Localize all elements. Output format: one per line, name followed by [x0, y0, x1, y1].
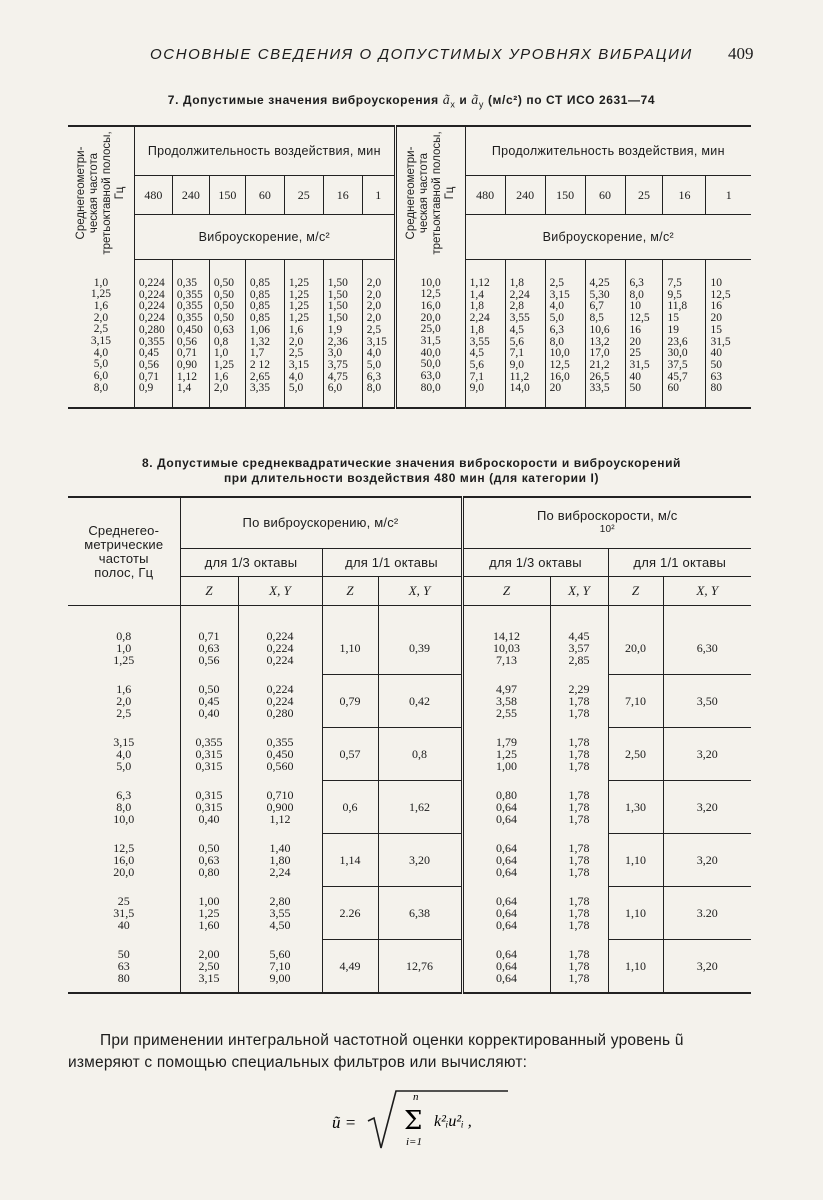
table8-cell: 6,38 — [378, 887, 462, 940]
table8-cell: 3,20 — [378, 834, 462, 887]
formula-sum-upper: n — [413, 1091, 419, 1103]
table8-cell: 4,49 — [322, 940, 378, 994]
table8-cell: 1,62 — [378, 781, 462, 834]
table8-axis-xy: X, Y — [663, 577, 751, 606]
table8-caption — [0, 456, 823, 486]
table8-cell: 12,76 — [378, 940, 462, 994]
table8-cell: 1,79 1,25 1,00 — [462, 728, 550, 781]
table8-cell: 3,50 — [663, 675, 751, 728]
table8-cell: 0,315 0,315 0,40 — [180, 781, 238, 834]
table8-accel-group-header: По виброускорению, м/с² — [180, 497, 462, 549]
table8-cell: 20,0 — [608, 606, 663, 675]
table8-cell: 14,12 10,03 7,13 — [462, 606, 550, 675]
formula-term: k²ᵢu²ᵢ , — [434, 1113, 472, 1130]
table7-minutes-cell: 480 — [134, 176, 172, 215]
table8-freq-cell: 0,8 1,0 1,25 — [68, 606, 180, 675]
table7-duration-header-left: Продолжительность воздействия, мин — [134, 126, 395, 176]
table7-cell: 7,5 9,5 11,8 15 19 23,6 30,0 37,5 45,7 60 — [663, 260, 706, 409]
table7-freq-header-left: Среднегеометри-ческая частота третьоктавной полосы, Гц — [68, 126, 134, 260]
table7-minutes-cell: 1 — [706, 176, 751, 215]
table8-cell: 1,10 — [322, 606, 378, 675]
table8-freq-cell: 3,15 4,0 5,0 — [68, 728, 180, 781]
table7-minutes-cell: 16 — [663, 176, 706, 215]
table8-cell: 5,60 7,10 9,00 — [238, 940, 322, 994]
table7-minutes-cell: 240 — [505, 176, 545, 215]
table8-axis-xy: X, Y — [550, 577, 608, 606]
table7-cell: 2,5 3,15 4,0 5,0 6,3 8,0 10,0 12,5 16,0 20 — [545, 260, 585, 409]
table7-freq-left: 1,0 1,25 1,6 2,0 2,5 3,15 4,0 5,0 6,0 8,0 — [68, 260, 134, 409]
body-paragraph — [68, 1030, 760, 1074]
table7-cell: 6,3 8,0 10 12,5 16 20 25 31,5 40 50 — [625, 260, 663, 409]
table8-cell: 2,50 — [608, 728, 663, 781]
table8-cell: 3,20 — [663, 728, 751, 781]
table8-cell: 1,78 1,78 1,78 — [550, 781, 608, 834]
formula-lhs: ũ = — [332, 1113, 357, 1132]
table8-cell: 4,97 3,58 2,55 — [462, 675, 550, 728]
table8-caption-line1: 8. Допустимые среднеквадратические значения виброскорости и виброускорений — [141, 456, 682, 470]
table7-cell: 2,0 2,0 2,0 2,0 2,5 3,15 4,0 5,0 6,3 8,0 — [362, 260, 395, 409]
paragraph-line2: измеряют с помощью специальных фильтров или вычисляют: — [68, 1054, 528, 1071]
table8-freq-header: Среднегео-метрические частоты полос, Гц — [68, 497, 180, 606]
paragraph-line1: При применении интегральной частотной оценки корректированный уровень ũ — [100, 1032, 684, 1049]
table8-cell: 1,30 — [608, 781, 663, 834]
table8-cell: 1,10 — [608, 834, 663, 887]
table8-cell: 0,710 0,900 1,12 — [238, 781, 322, 834]
table7-minutes-cell: 240 — [172, 176, 209, 215]
table7-caption-ay: ã — [471, 93, 479, 108]
table8-cell: 0,71 0,63 0,56 — [180, 606, 238, 675]
table7 — [68, 125, 751, 409]
table8-accel-third-octave: для 1/3 октавы — [180, 549, 322, 577]
table8-vel-third-octave: для 1/3 октавы — [462, 549, 608, 577]
table8-group-row — [68, 834, 751, 887]
table8-freq-cell: 50 63 80 — [68, 940, 180, 994]
table8-freq-cell: 6,3 8,0 10,0 — [68, 781, 180, 834]
table8-cell: 7,10 — [608, 675, 663, 728]
table8-group-row — [68, 675, 751, 728]
table7-cell: 1,12 1,4 1,8 2,24 1,8 3,55 4,5 5,6 7,1 9,0 — [465, 260, 505, 409]
table8-velocity-group-header — [462, 497, 751, 549]
table7-minutes-cell: 25 — [625, 176, 663, 215]
table8-cell: 3,20 — [663, 834, 751, 887]
table7-freq-right: 10,0 12,5 16,0 20,0 25,0 31,5 40,0 50,0 63,0 80,0 — [395, 260, 465, 409]
table8-axis-z: Z — [462, 577, 550, 606]
table8-cell: 0,64 0,64 0,64 — [462, 834, 550, 887]
table8-cell: 0,42 — [378, 675, 462, 728]
table8-cell: 0,224 0,224 0,224 — [238, 606, 322, 675]
table7-minutes-cell: 16 — [323, 176, 362, 215]
page-number: 409 — [728, 44, 754, 63]
table7-caption-suffix: (м/с²) по СТ ИСО 2631—74 — [487, 93, 656, 107]
table8-cell: 2,00 2,50 3,15 — [180, 940, 238, 994]
table7-accel-header-right: Виброускорение, м/с² — [465, 215, 751, 260]
table7-cell: 0,50 0,50 0,50 0,50 0,63 0,8 1,0 1,25 1,6 2,0 — [209, 260, 245, 409]
table8-cell: 1,40 1,80 2,24 — [238, 834, 322, 887]
table7-minutes-cell: 60 — [585, 176, 625, 215]
formula — [330, 1085, 530, 1155]
table8-cell: 0,355 0,315 0,315 — [180, 728, 238, 781]
table8-cell: 0,64 0,64 0,64 — [462, 940, 550, 994]
table7-caption-ay-sub: y — [478, 99, 484, 110]
table7-cell: 4,25 5,30 6,7 8,5 10,6 13,2 17,0 21,2 26,5 33,5 — [585, 260, 625, 409]
formula-sum-lower: i=1 — [406, 1136, 422, 1148]
table8-vel-full-octave: для 1/1 октавы — [608, 549, 751, 577]
table8-cell: 1,78 1,78 1,78 — [550, 834, 608, 887]
table7-freq-header-right: Среднегеометри-ческая частота третьоктавной полосы, Гц — [395, 126, 465, 260]
table8-axis-xy: X, Y — [378, 577, 462, 606]
table8-group-row — [68, 781, 751, 834]
table8-velocity-line2: 10² — [599, 524, 615, 535]
table7-minutes-cell: 1 — [362, 176, 395, 215]
table8-cell: 2,80 3,55 4,50 — [238, 887, 322, 940]
table8-cell: 0,224 0,224 0,280 — [238, 675, 322, 728]
table8-accel-full-octave: для 1/1 октавы — [322, 549, 462, 577]
table7-minutes-cell: 150 — [545, 176, 585, 215]
page-header — [0, 40, 823, 70]
table8-cell: 1,14 — [322, 834, 378, 887]
table7-accel-header-left: Виброускорение, м/с² — [134, 215, 395, 260]
table8-cell: 2,29 1,78 1,78 — [550, 675, 608, 728]
table8-group-row — [68, 887, 751, 940]
table8-caption-line2: при длительности воздействия 480 мин (для категории I) — [223, 471, 600, 485]
table8-group-row — [68, 728, 751, 781]
table7-caption-prefix: 7. Допустимые значения виброускорения — [167, 93, 439, 107]
table8-cell: 0,50 0,63 0,80 — [180, 834, 238, 887]
table7-cell: 10 12,5 16 20 15 31,5 40 50 63 80 — [710, 277, 731, 395]
table7-cell: 1,50 1,50 1,50 1,50 1,9 2,36 3,0 3,75 4,75 6,0 — [323, 260, 362, 409]
table8-axis-z: Z — [322, 577, 378, 606]
table8-group-row — [68, 606, 751, 675]
table8-axis-z: Z — [608, 577, 663, 606]
table7-minutes-cell: 25 — [284, 176, 323, 215]
table8-cell: 3.20 — [663, 887, 751, 940]
table8-cell: 0,355 0,450 0,560 — [238, 728, 322, 781]
table8-axis-z: Z — [180, 577, 238, 606]
table7-cell: 0,85 0,85 0,85 0,85 1,06 1,32 1,7 2 12 2,65 3,35 — [245, 260, 284, 409]
table7-cell: 1,25 1,25 1,25 1,25 1,6 2,0 2,5 3,15 4,0 5,0 — [284, 260, 323, 409]
table7-caption-ax: ã — [442, 93, 451, 108]
table8-cell: 1,10 — [608, 940, 663, 994]
formula-svg — [330, 1085, 530, 1155]
table8-cell: 0,64 0,64 0,64 — [462, 887, 550, 940]
table8-cell: 4,45 3,57 2,85 — [550, 606, 608, 675]
table8-cell: 1,78 1,78 1,78 — [550, 940, 608, 994]
sum-icon: Σ — [404, 1106, 423, 1136]
table7-body-row — [68, 260, 751, 409]
table8-freq-cell: 25 31,5 40 — [68, 887, 180, 940]
table8-cell: 0,80 0,64 0,64 — [462, 781, 550, 834]
table8-cell: 6,30 — [663, 606, 751, 675]
table8-group-row — [68, 940, 751, 994]
table8-freq-cell: 12,5 16,0 20,0 — [68, 834, 180, 887]
table7-cell: 1,8 2,24 2,8 3,55 4,5 5,6 7,1 9,0 11,2 14,0 — [505, 260, 545, 409]
table8-cell: 1,78 1,78 1,78 — [550, 887, 608, 940]
table7-duration-header-right: Продолжительность воздействия, мин — [465, 126, 751, 176]
table8-cell: 0,8 — [378, 728, 462, 781]
table7-cell: 0,224 0,224 0,224 0,224 0,280 0,355 0,45 0,56 0,71 0,9 — [134, 260, 172, 409]
table8-cell: 0,79 — [322, 675, 378, 728]
table8-cell: 0,57 — [322, 728, 378, 781]
table8-freq-cell: 1,6 2,0 2,5 — [68, 675, 180, 728]
table7-caption — [0, 93, 823, 112]
table8 — [68, 496, 751, 994]
table8-cell: 0,39 — [378, 606, 462, 675]
table7-minutes-cell: 480 — [465, 176, 505, 215]
table8-cell: 0,50 0,45 0,40 — [180, 675, 238, 728]
table8-cell: 2.26 — [322, 887, 378, 940]
table7-caption-ax-sub: x — [450, 99, 456, 110]
table7-caption-and: и — [459, 93, 468, 107]
table8-axis-xy: X, Y — [238, 577, 322, 606]
table8-cell: 3,20 — [663, 781, 751, 834]
table7-cell: 0,35 0,355 0,355 0,355 0,450 0,56 0,71 0,90 1,12 1,4 — [172, 260, 209, 409]
running-title: ОСНОВНЫЕ СВЕДЕНИЯ О ДОПУСТИМЫХ УРОВНЯХ ВИБРАЦИИ — [150, 46, 693, 63]
table8-cell: 3,20 — [696, 959, 718, 973]
table7-minutes-cell: 60 — [245, 176, 284, 215]
table8-cell: 1,78 1,78 1,78 — [550, 728, 608, 781]
table7-minutes-cell: 150 — [209, 176, 245, 215]
table8-cell: 0,6 — [322, 781, 378, 834]
table8-cell: 1,00 1,25 1,60 — [180, 887, 238, 940]
table8-velocity-line1: По виброскорости, м/с — [537, 508, 678, 523]
table8-cell: 1,10 — [608, 887, 663, 940]
